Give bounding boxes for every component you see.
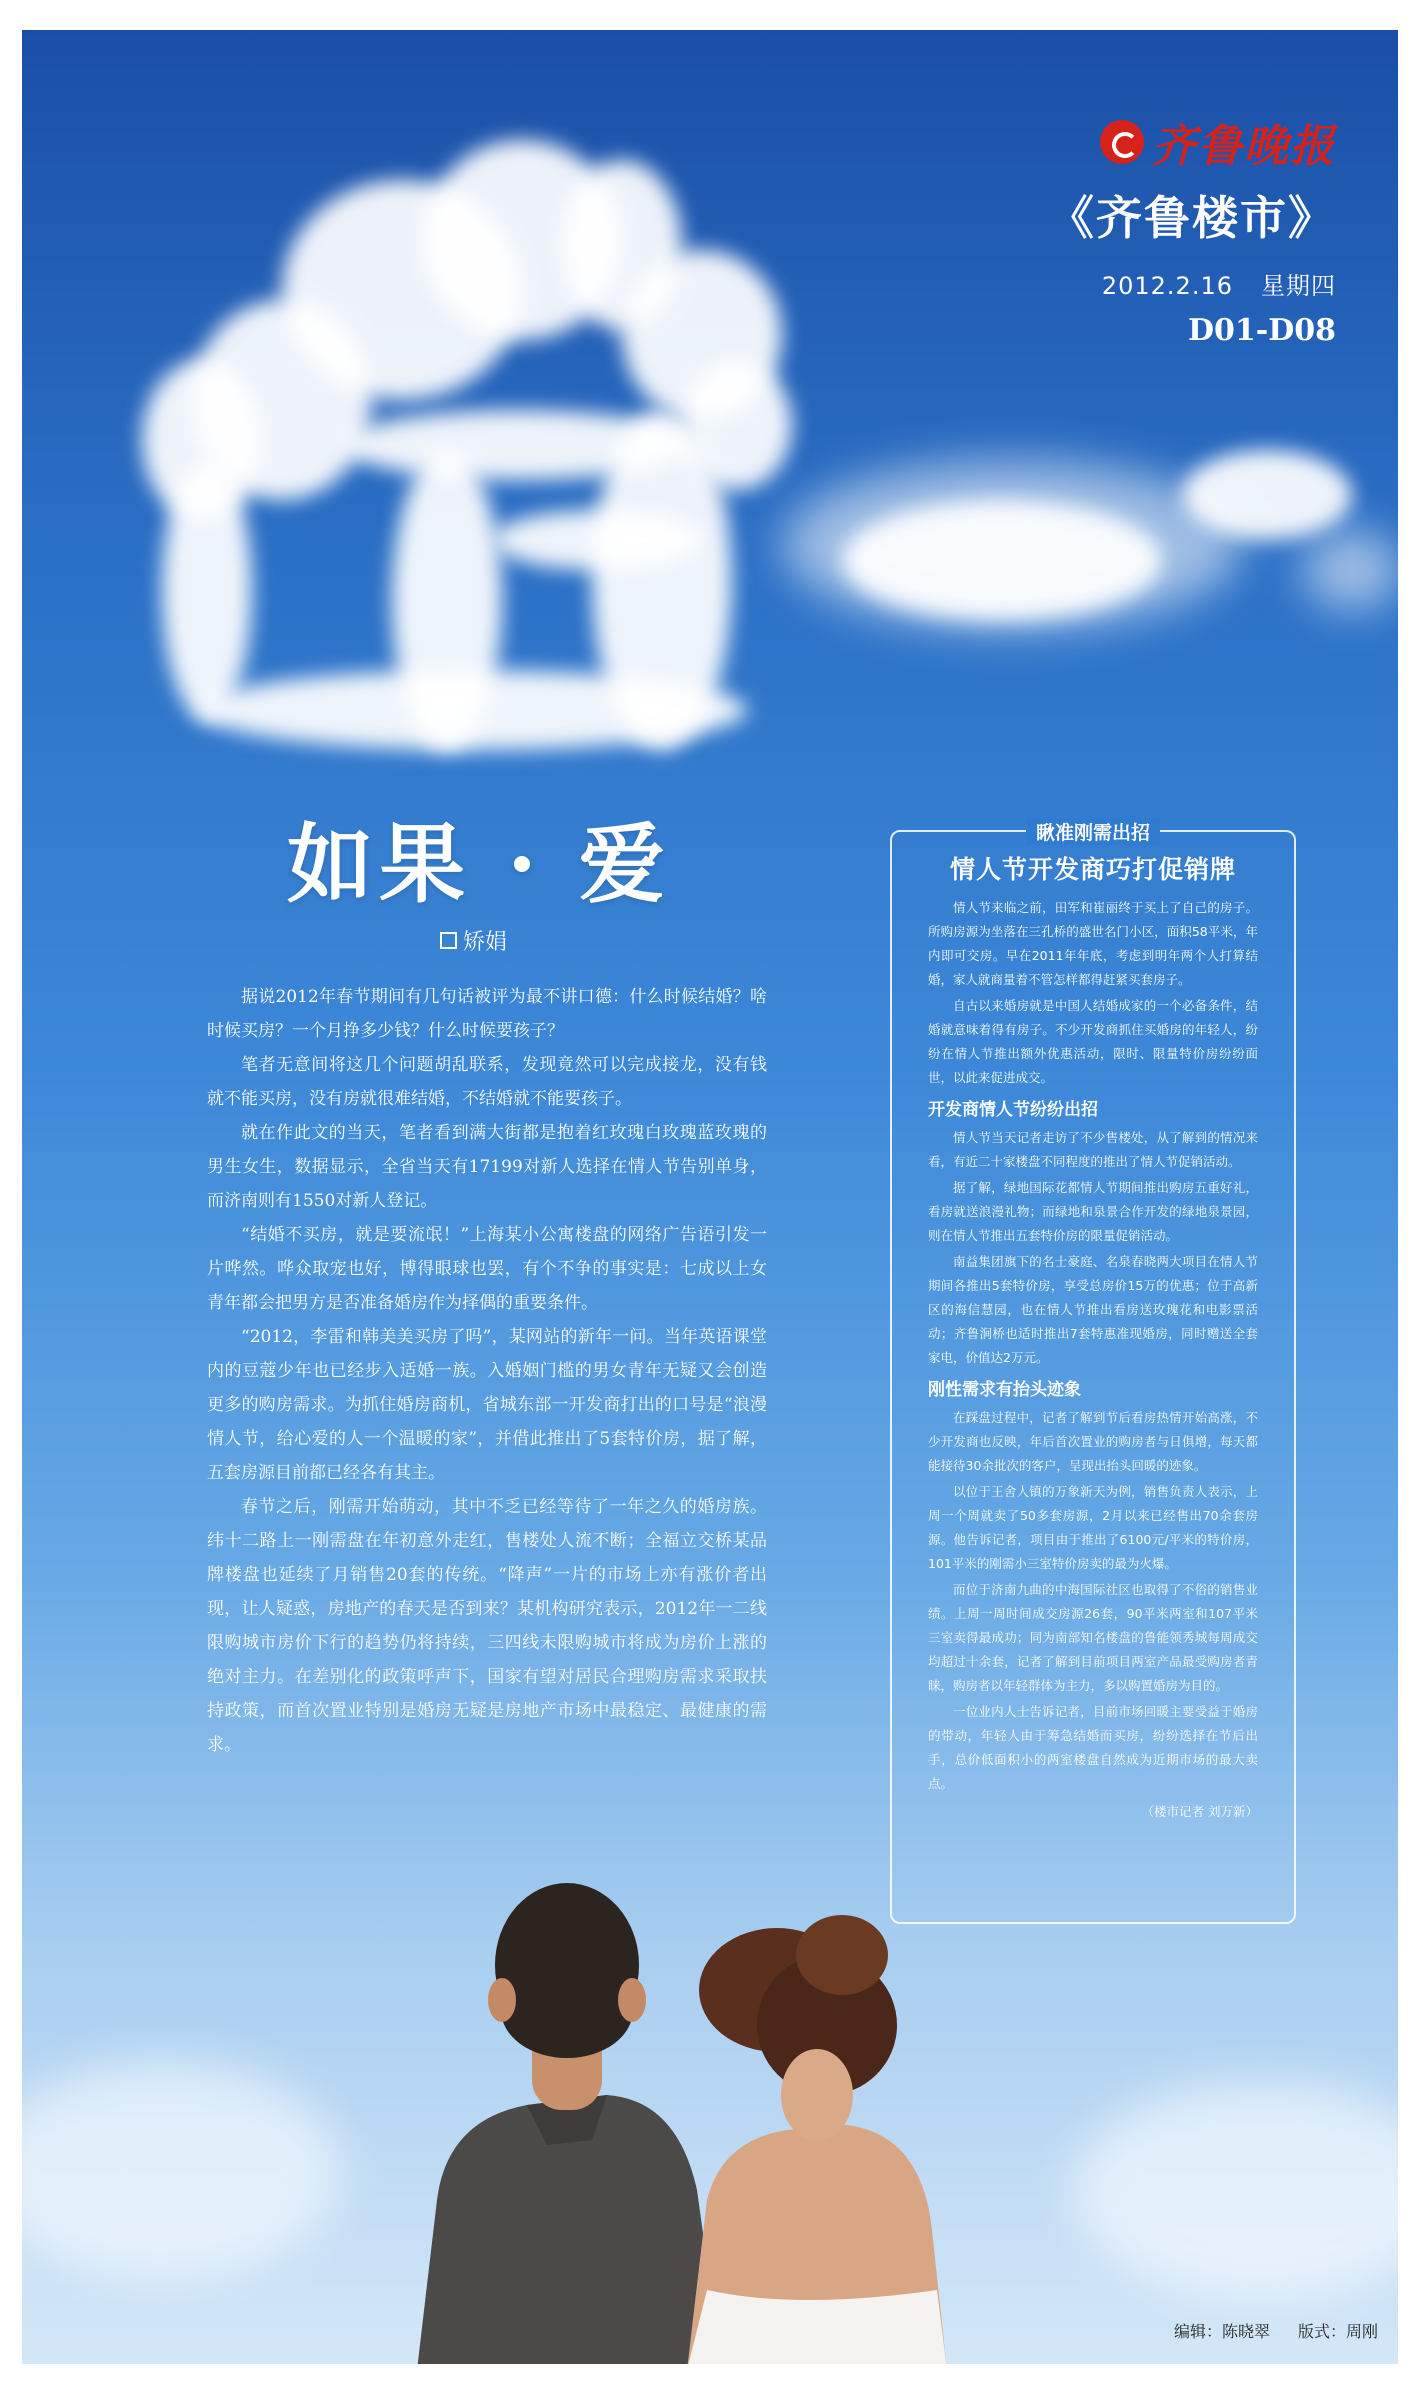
sidebar-body xyxy=(892,896,1294,1824)
article-body xyxy=(207,980,767,1762)
article-paragraph: 春节之后，刚需开始萌动，其中不乏已经等待了一年之久的婚房族。纬十二路上一刚需盘在年初意外走红，售楼处人流不断；全福立交桥某品牌楼盘也延续了月销售20套的传统。“降声”一片的市场上亦有涨价者出现，让人疑惑，房地产的春天是否到来？某机构研究表示，2012年一二线限购城市房价下行的趋势仍将持续，三四线未限购城市将成为房价上涨的绝对主力。在差别化的政策呼声下，国家有望对居民合理购房需求采取扶持政策，而首次置业特别是婚房无疑是房地产市场中最稳定、最健康的需求。 xyxy=(207,1497,767,1755)
page-range: D01-D08 xyxy=(1188,313,1336,348)
article-title: 如果 · 爱 xyxy=(287,814,671,915)
sidebar-box xyxy=(890,822,1296,1924)
sidebar-paragraph: 以位于王舍人镇的万象新天为例，销售负责人表示，上周一个周就卖了50多套房源，2月以来已经售出70余套房源。他告诉记者，项目由于推出了6100元/平米的特价房，101平米的刚需小三室特价房卖的最为火爆。 xyxy=(928,1484,1258,1571)
sidebar-paragraph: 情人节来临之前，田军和崔丽终于买上了自己的房子。所购房源为坐落在三孔桥的盛世名门小区，面积58平米，年内即可交房。早在2011年年底，考虑到明年两个人打算结婚，家人就商量着不管怎样都得赶紧买套房子。 xyxy=(928,900,1258,987)
newspaper-name: 齐鲁晚报 xyxy=(1152,121,1336,172)
sidebar-paragraph: 情人节当天记者走访了不少售楼处，从了解到的情况来看，有近二十家楼盘不同程度的推出了情人节促销活动。 xyxy=(928,1130,1258,1169)
sidebar-paragraph: 南益集团旗下的名士豪庭、名泉春晓两大项目在情人节期间各推出5套特价房，享受总房价15万的优惠；位于高新区的海信慧园，也在情人节推出看房送玫瑰花和电影票活动；齐鲁涧桥也适时推出7套特惠准现婚房，同时赠送全套家电，价值达2万元。 xyxy=(928,1254,1258,1365)
article-paragraph: “2012，李雷和韩美美买房了吗”，某网站的新年一问。当年英语课堂内的豆蔻少年也已经步入适婚一族。入婚姻门槛的男女青年无疑又会创造更多的购房需求。为抓住婚房商机，省城东部一开发商打出的口号是“浪漫情人节，给心爱的人一个温暖的家”，并借此推出了5套特价房，据了解，五套房源目前都已经各有其主。 xyxy=(207,1327,767,1483)
sidebar-paragraph: 一位业内人士告诉记者，目前市场回暖主要受益于婚房的带动，年轻人由于筹急结婚而买房，纷纷选择在节后出手，总价低面积小的两室楼盘自然成为近期市场的最大卖点。 xyxy=(928,1704,1258,1791)
couple-photo-illustration xyxy=(377,1870,1077,2364)
issue-weekday: 星期四 xyxy=(1261,272,1336,300)
article-paragraph: “结婚不买房，就是要流氓！”上海某小公寓楼盘的网络广告语引发一片哗然。哗众取宠也好，博得眼球也罢，有个不争的事实是：七成以上女青年都会把男方是否准备婚房作为择偶的重要条件。 xyxy=(207,1225,767,1313)
sidebar-paragraph: 自古以来婚房就是中国人结婚成家的一个必备条件，结婚就意味着得有房子。不少开发商抓住买婚房的年轻人，纷纷在情人节推出额外优惠活动，限时、限量特价房纷纷面世，以此来促进成交。 xyxy=(928,998,1258,1085)
sidebar-paragraph: 据了解，绿地国际花都情人节期间推出购房五重好礼，看房就送浪漫礼物；而绿地和泉景合作开发的绿地泉景园，则在情人节推出五套特价房的限量促销活动。 xyxy=(928,1180,1258,1243)
byline-box-icon xyxy=(440,932,457,949)
issue-date-row xyxy=(1016,266,1336,301)
supplement-title: 《齐鲁楼市》 xyxy=(1048,191,1336,245)
article-paragraph: 据说2012年春节期间有几句话被评为最不讲口德：什么时候结婚？啥时候买房？一个月挣多少钱？什么时候要孩子？ xyxy=(207,987,767,1041)
page-background xyxy=(22,30,1398,2364)
sidebar-subheading: 刚性需求有抬头迹象 xyxy=(928,1380,1081,1400)
byline-author: 矫娟 xyxy=(463,930,508,955)
footer-editor: 编辑：陈晓翠 xyxy=(1173,2322,1270,2341)
sidebar-headline: 情人节开发商巧打促销牌 xyxy=(949,855,1236,884)
sidebar-kicker: 瞅准刚需出招 xyxy=(892,818,1294,845)
sidebar-paragraph: 而位于济南九曲的中海国际社区也取得了不俗的销售业绩。上周一周时间成交房源26套，90平米两室和107平米三室卖得最成功；同为南部知名楼盘的鲁能领秀城每周成交均超过十余套，记者了解到目前项目两室产品最受购房者青睐，购房者以年轻群体为主力，多以购置婚房为目的。 xyxy=(928,1582,1258,1693)
sidebar-signature: （楼市记者 刘万新） xyxy=(1141,1804,1258,1819)
issue-date: 2012.2.16 xyxy=(1101,272,1233,300)
page-footer xyxy=(1174,2319,1378,2342)
sidebar-paragraph: 在踩盘过程中，记者了解到节后看房热情开始高涨，不少开发商也反映，年后首次置业的购房者与日俱增，每天都能接待30余批次的客户，呈现出抬头回暖的迹象。 xyxy=(928,1410,1258,1473)
sidebar-subheading: 开发商情人节纷纷出招 xyxy=(928,1100,1098,1120)
masthead xyxy=(1016,110,1336,348)
article-paragraph: 就在作此文的当天，笔者看到满大街都是抱着红玫瑰白玫瑰蓝玫瑰的男生女生，数据显示，全省当天有17199对新人选择在情人节告别单身，而济南则有1550对新人登记。 xyxy=(207,1123,767,1211)
article-byline xyxy=(440,925,507,956)
newspaper-logo xyxy=(1016,110,1336,174)
article-paragraph: 笔者无意间将这几个问题胡乱联系，发现竟然可以完成接龙，没有钱就不能买房，没有房就很难结婚，不结婚就不能要孩子。 xyxy=(207,1055,767,1109)
footer-layout: 版式：周刚 xyxy=(1297,2322,1378,2341)
newspaper-logo-icon xyxy=(1100,120,1144,164)
